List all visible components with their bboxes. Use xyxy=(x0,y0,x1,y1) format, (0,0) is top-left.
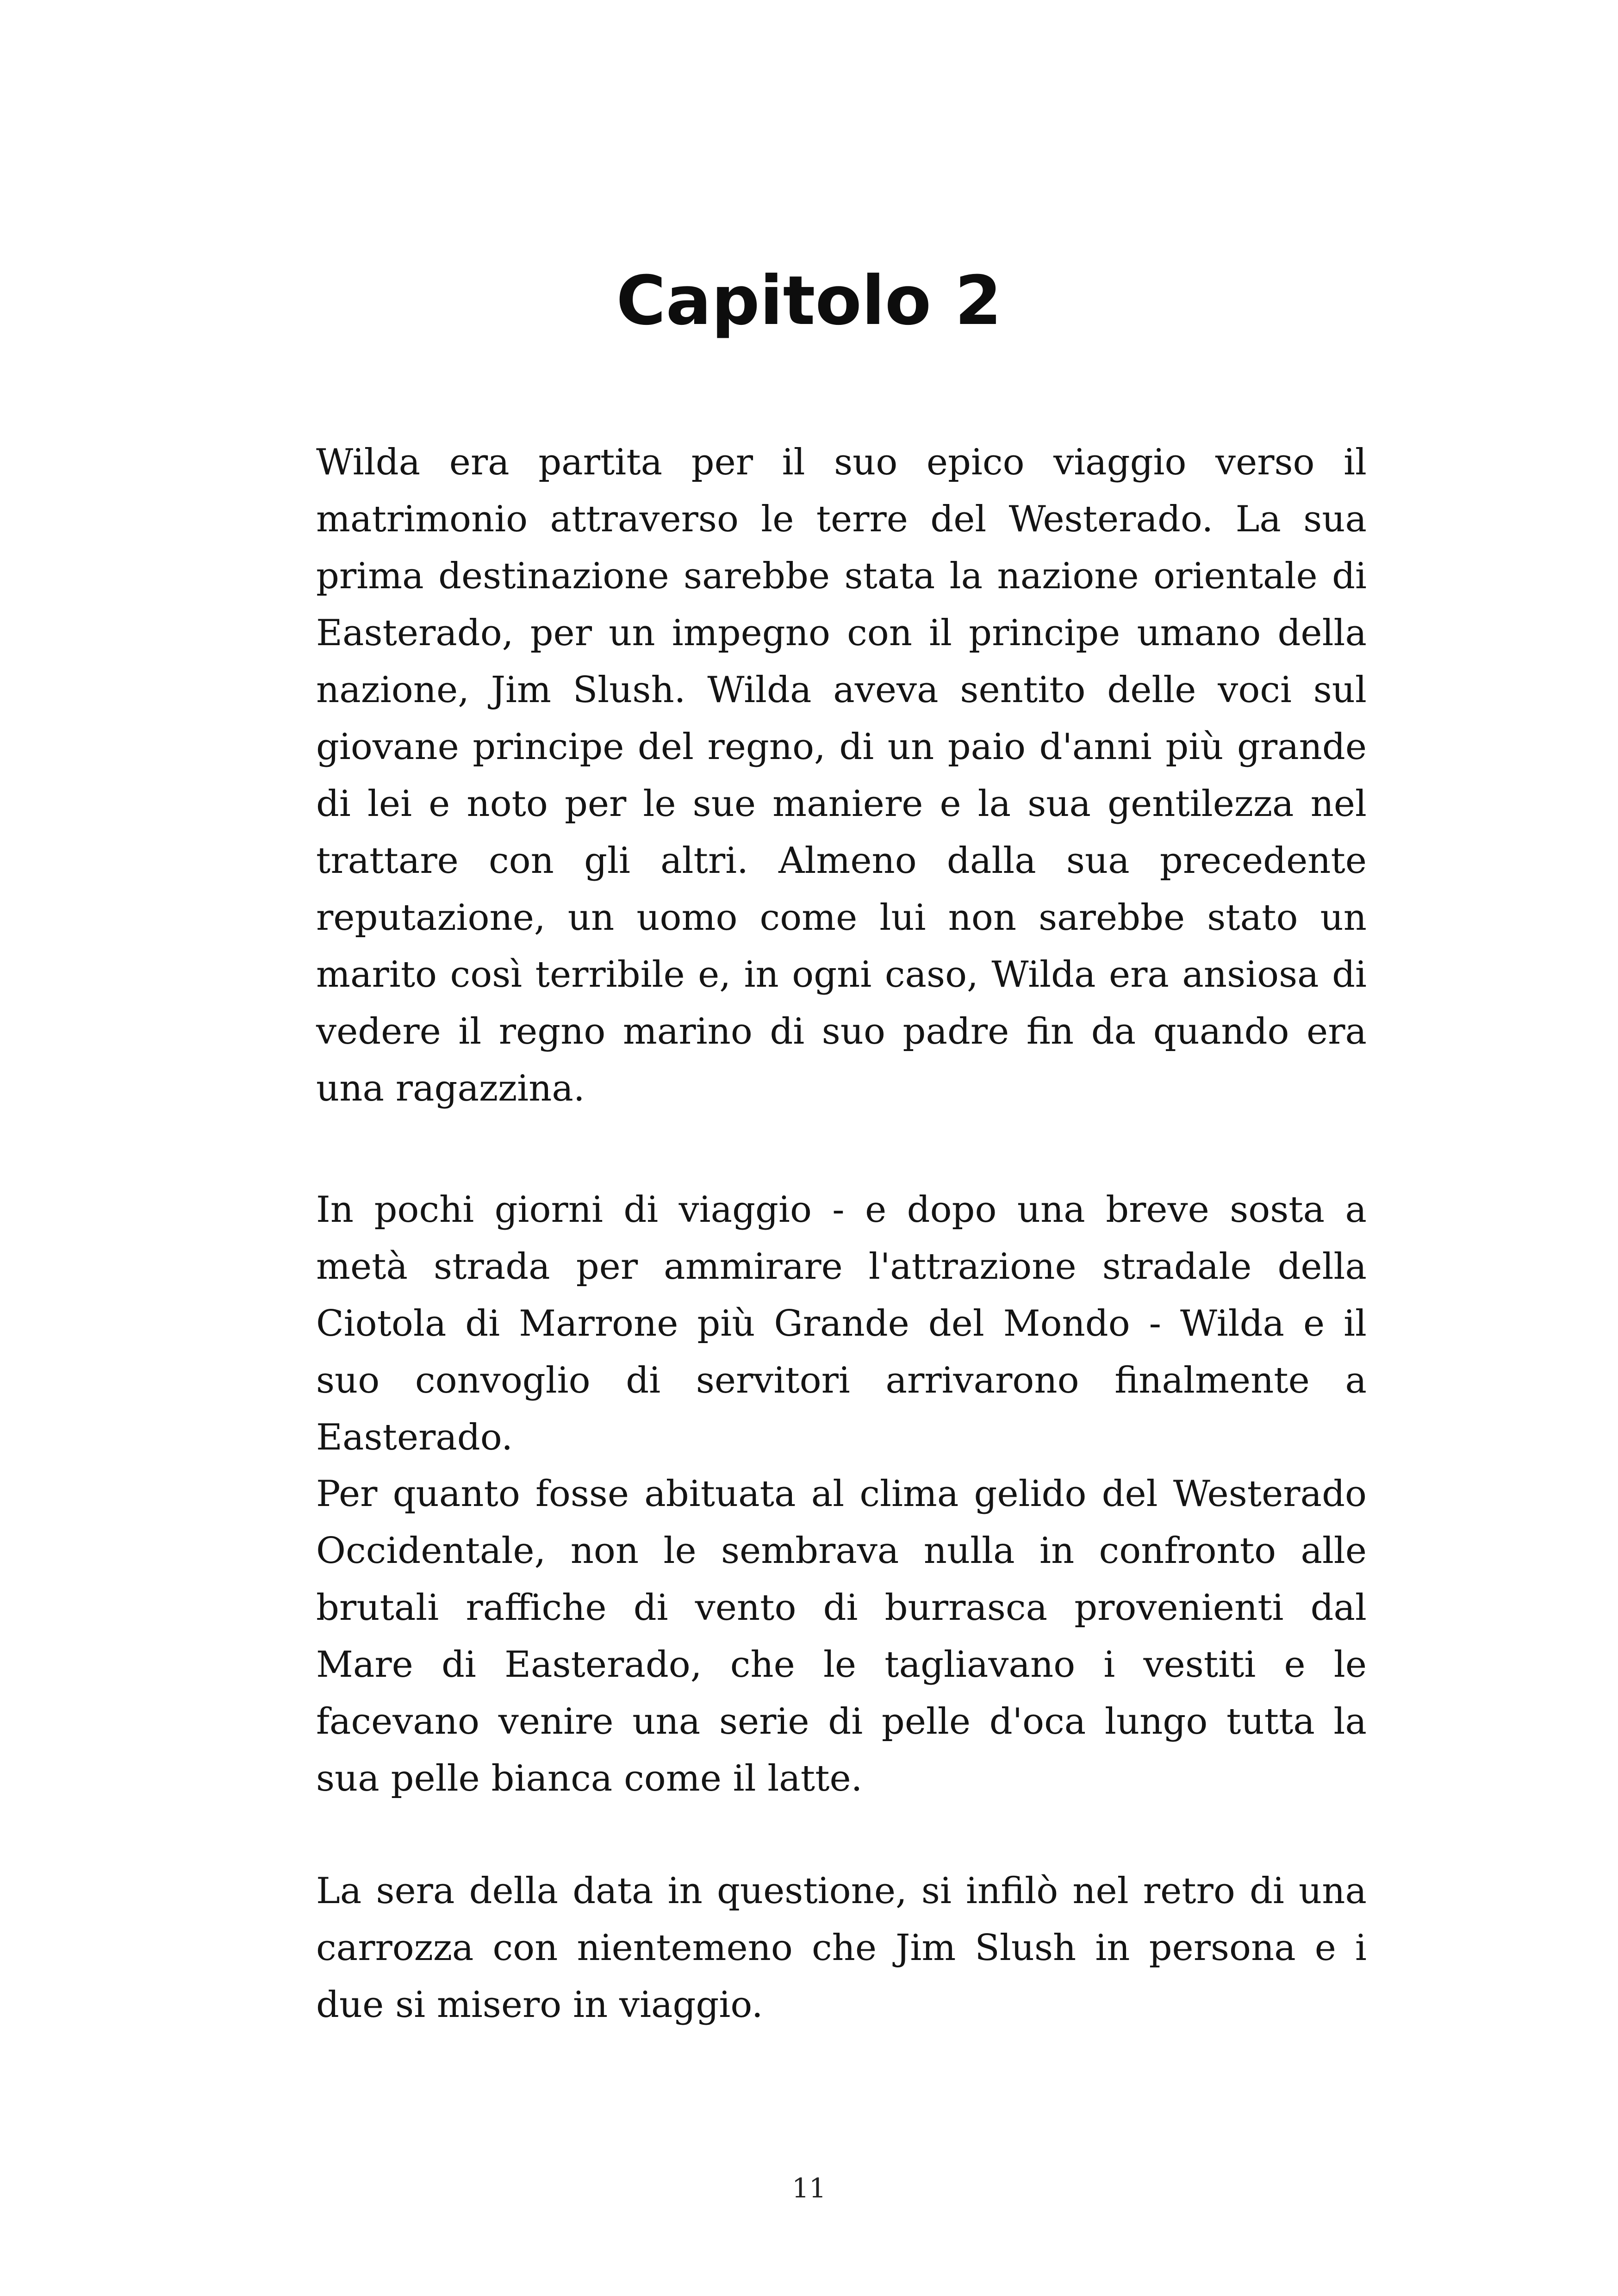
paragraph: Per quanto fosse abituata al clima gelido del Westerado Occidentale, non le sembrava nulla in confronto alle brutali raffiche di vento di burrasca provenienti dal Mare di Easterado, che le tagliavano i vestiti e le facevano venire una serie di pelle d'oca lungo tutta la sua pelle bianca come il latte. xyxy=(316,1473,1367,1799)
page-number: 11 xyxy=(792,2172,826,2204)
paragraph: In pochi giorni di viaggio - e dopo una breve sosta a metà strada per ammirare l'attrazione stradale della Ciotola di Marrone più Grande del Mondo - Wilda e il suo convoglio di servitori arrivarono finalmente a Easterado. xyxy=(316,1189,1367,1458)
chapter-title: Capitolo 2 xyxy=(616,261,1002,340)
paragraph: Wilda era partita per il suo epico viaggio verso il matrimonio attraverso le terre del Westerado. La sua prima destinazione sarebbe stata la nazione orientale di Easterado, per un impegno con il principe umano della nazione, Jim Slush. Wilda aveva sentito delle voci sul giovane principe del regno, di un paio d'anni più grande di lei e noto per le sue maniere e la sua gentilezza nel trattare con gli altri. Almeno dalla sua precedente reputazione, un uomo come lui non sarebbe stato un marito così terribile e, in ogni caso, Wilda era ansiosa di vedere il regno marino di suo padre fin da quando era una ragazzina. xyxy=(316,442,1367,1109)
paragraph: La sera della data in questione, si infilò nel retro di una carrozza con nientemeno che Jim Slush in persona e i due si misero in viaggio. xyxy=(316,1870,1367,2026)
